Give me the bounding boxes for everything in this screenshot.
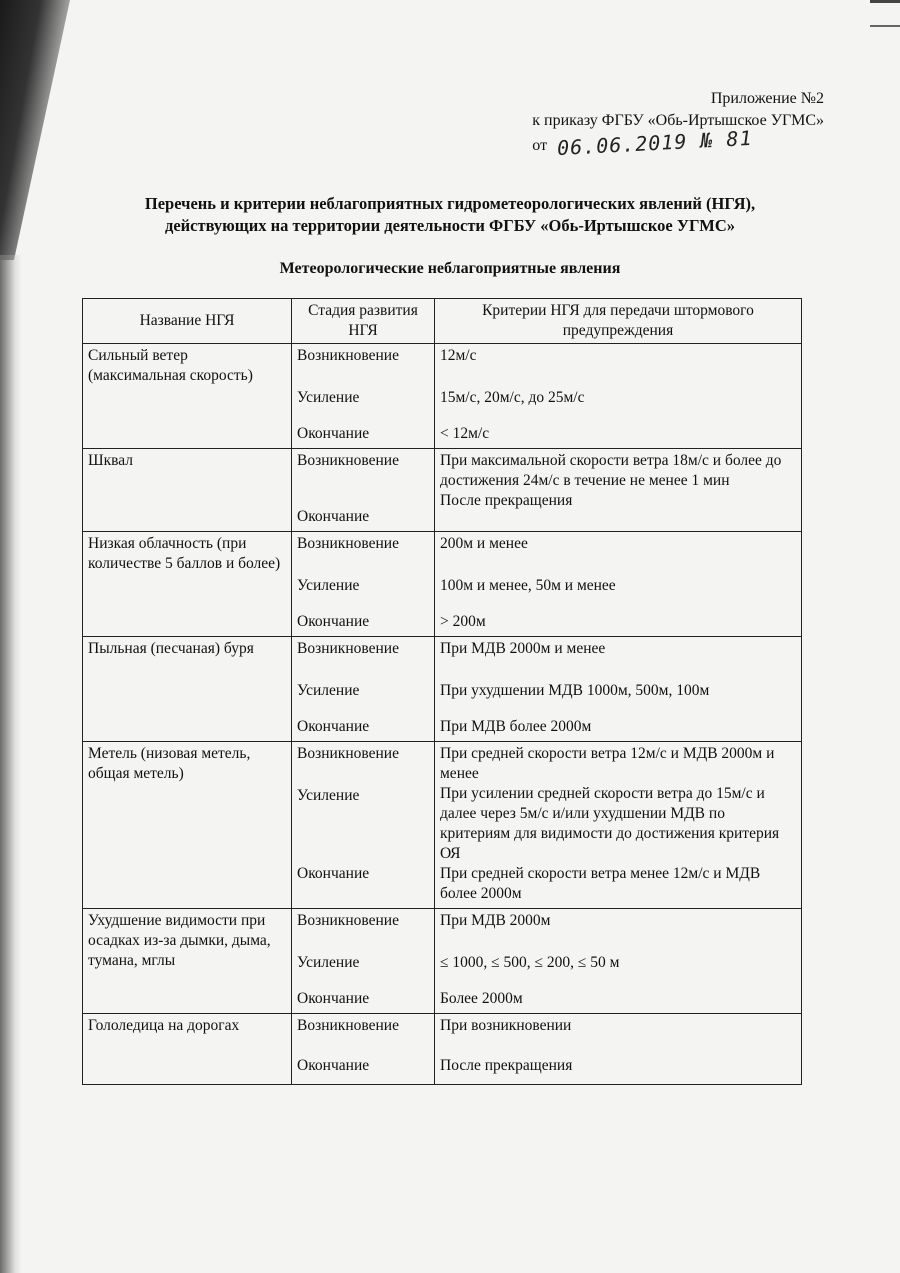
stage: Возникновение [297, 1017, 399, 1034]
criterion: При возникновении [440, 1017, 572, 1034]
header-stage-line-2: НГЯ [348, 322, 378, 339]
table-row [83, 1014, 802, 1085]
table-row [83, 637, 802, 742]
header-criteria-line-1: Критерии НГЯ для передачи штормового [482, 302, 754, 319]
row-name: Низкая облачность (при количестве 5 баллов и более) [83, 532, 292, 637]
stage: Возникновение [297, 745, 399, 762]
criterion: При МДВ более 2000м [440, 718, 592, 735]
criterion: 12м/с [440, 347, 477, 364]
table-header-row [83, 299, 802, 344]
row-criteria [435, 344, 802, 449]
table-row [83, 449, 802, 532]
criterion: При максимальной скорости ветра 18м/с и более до достижения 24м/с в течение не менее 1 мин [440, 452, 782, 489]
row-name: Шквал [83, 449, 292, 532]
stage: Усиление [297, 389, 360, 406]
stage: Окончание [297, 718, 370, 735]
stage: Окончание [297, 613, 370, 630]
title-line-1: Перечень и критерии неблагоприятных гидрометеорологических явлений (НГЯ), [144, 194, 756, 213]
stage: Возникновение [297, 912, 399, 929]
row-name: Метель (низовая метель, общая метель) [83, 742, 292, 909]
row-criteria [435, 742, 802, 909]
appendix-number: Приложение №2 [710, 90, 824, 107]
row-stages [292, 344, 435, 449]
document-title [80, 193, 820, 237]
title-line-2: действующих на территории деятельности ФГБУ «Обь-Иртышское УГМС» [164, 216, 735, 235]
row-stages [292, 532, 435, 637]
appendix-date-line [532, 125, 824, 161]
criterion: 100м и менее, 50м и менее [440, 577, 616, 594]
stage: Окончание [297, 865, 370, 882]
table-row [83, 909, 802, 1014]
scan-shadow-top-left [0, 0, 70, 260]
criterion: При МДВ 2000м [440, 912, 551, 929]
row-name: Ухудшение видимости при осадках из-за дымки, дыма, тумана, мглы [83, 909, 292, 1014]
row-name: Сильный ветер (максимальная скорость) [83, 344, 292, 449]
handwritten-date: 06.06.2019 № 81 [556, 125, 754, 161]
criterion: После прекращения [440, 492, 573, 509]
appendix-date-prefix: от [532, 137, 548, 154]
row-criteria [435, 637, 802, 742]
criterion: После прекращения [440, 1057, 573, 1074]
row-criteria [435, 1014, 802, 1085]
header-criteria [435, 299, 802, 344]
row-stages [292, 909, 435, 1014]
appendix-block [532, 88, 824, 161]
header-stage-line-1: Стадия развития [308, 302, 418, 319]
criterion: < 12м/с [440, 425, 490, 442]
criterion: При средней скорости ветра менее 12м/с и МДВ более 2000м [440, 865, 761, 902]
criterion: Более 2000м [440, 990, 523, 1007]
scan-shadow-left [0, 255, 22, 1273]
appendix-order: к приказу ФГБУ «Обь-Иртышское УГМС» [532, 112, 824, 129]
header-criteria-line-2: предупреждения [562, 322, 674, 339]
table-row [83, 344, 802, 449]
header-stage [292, 299, 435, 344]
criterion: 15м/с, 20м/с, до 25м/с [440, 389, 585, 406]
table-row [83, 742, 802, 909]
stage: Окончание [297, 1057, 370, 1074]
criterion: При ухудшении МДВ 1000м, 500м, 100м [440, 682, 710, 699]
header-name: Название НГЯ [83, 299, 292, 344]
criterion: При МДВ 2000м и менее [440, 640, 606, 657]
row-stages [292, 1014, 435, 1085]
stage: Окончание [297, 990, 370, 1007]
stage: Окончание [297, 508, 370, 525]
table-row [83, 532, 802, 637]
stage: Возникновение [297, 535, 399, 552]
section-subtitle: Метеорологические неблагоприятные явления [279, 260, 621, 277]
criterion: При средней скорости ветра 12м/с и МДВ 2000м и менее [440, 745, 775, 782]
criterion: > 200м [440, 613, 486, 630]
stage: Усиление [297, 682, 360, 699]
row-stages [292, 449, 435, 532]
row-stages [292, 637, 435, 742]
stage: Усиление [297, 577, 360, 594]
row-criteria [435, 909, 802, 1014]
criterion: ≤ 1000, ≤ 500, ≤ 200, ≤ 50 м [440, 954, 620, 971]
stage: Возникновение [297, 347, 399, 364]
row-stages [292, 742, 435, 909]
row-name: Пыльная (песчаная) буря [83, 637, 292, 742]
stage: Возникновение [297, 640, 399, 657]
stage: Усиление [297, 787, 360, 804]
criterion: При усилении средней скорости ветра до 15м/с и далее через 5м/с и/или ухудшении МДВ по критериям для видимости до достижения критерия ОЯ [440, 785, 780, 862]
row-name: Гололедица на дорогах [83, 1014, 292, 1085]
row-criteria [435, 449, 802, 532]
criterion: 200м и менее [440, 535, 528, 552]
criteria-table [82, 298, 802, 1085]
stage: Возникновение [297, 452, 399, 469]
row-criteria [435, 532, 802, 637]
stage: Окончание [297, 425, 370, 442]
corner-mark [870, 0, 900, 27]
stage: Усиление [297, 954, 360, 971]
